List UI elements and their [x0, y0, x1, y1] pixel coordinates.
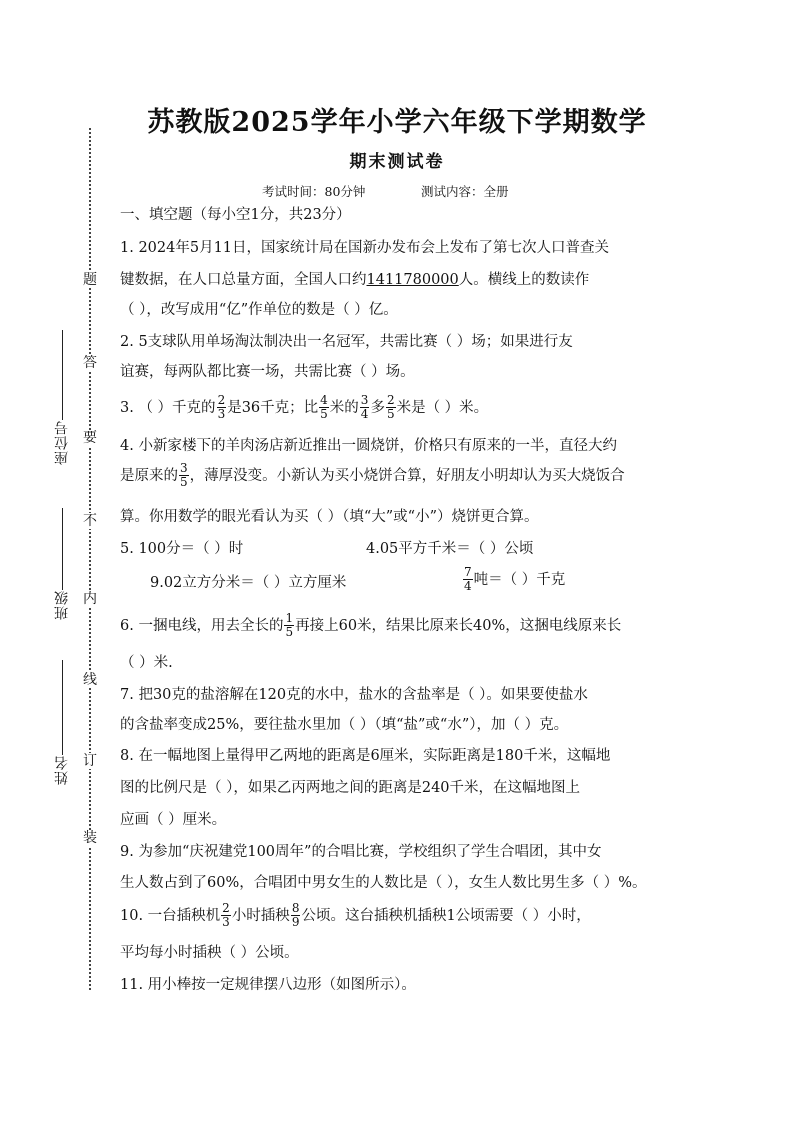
q3-fraction-3 — [360, 394, 370, 421]
class-field — [52, 508, 72, 620]
q8-line1: 8. 在一幅地图上量得甲乙两地的距离是6厘米，实际距离是180千米，这幅地 — [120, 748, 611, 764]
margin-char: 线 — [83, 672, 97, 688]
q8-line2: 图的比例尺是（ ），如果乙丙两地之间的距离是240千米，在这幅地图上 — [120, 780, 581, 796]
fraction-denominator: 3 — [217, 406, 226, 421]
q3-text-b: 是36千克；比 — [227, 400, 319, 416]
q5-part-c: 9.02立方分米＝（ ）立方厘米 — [150, 575, 347, 591]
fraction-numerator: 4 — [320, 392, 328, 407]
name-field — [52, 660, 72, 785]
q10-line1 — [120, 902, 591, 930]
q4-line1: 4. 小新家楼下的羊肉汤店新近推出一圆烧饼，价格只有原来的一半，直径大约 — [120, 438, 617, 454]
q9-line1: 9. 为参加“庆祝建党100周年”的合唱比赛，学校组织了学生合唱团，其中女 — [120, 844, 602, 860]
q4-fraction — [179, 462, 189, 489]
fraction-denominator: 4 — [360, 406, 369, 421]
q4-text-a: 是原来的 — [120, 468, 178, 484]
q3-fraction-2 — [319, 394, 329, 421]
exam-content: 测试内容：全册 — [421, 184, 509, 199]
q10-text-a: 10. 一台插秧机 — [120, 908, 221, 924]
fraction-numerator: 3 — [360, 392, 369, 407]
q10-fraction-2 — [291, 902, 301, 929]
margin-char: 装 — [83, 830, 97, 846]
fraction-numerator: 7 — [464, 564, 472, 579]
q11-line1: 11. 用小棒按一定规律摆八边形（如图所示）。 — [120, 977, 416, 993]
q7-line1: 7. 把30克的盐溶解在120克的水中，盐水的含盐率是（ ）。如果要使盐水 — [120, 687, 588, 703]
exam-subtitle: 期末测试卷 — [349, 152, 445, 172]
fraction-denominator: 9 — [291, 914, 300, 929]
fraction-numerator: 2 — [222, 900, 230, 915]
name-label: 姓名 — [54, 755, 70, 785]
q6-line1 — [120, 612, 621, 640]
q4-line2 — [120, 462, 625, 490]
q6-line2: （ ）米. — [120, 655, 173, 671]
q5-part-d — [462, 566, 565, 594]
q5-fraction — [463, 566, 473, 593]
q5-part-a: 5. 100分＝（ ）时 — [120, 541, 244, 557]
class-line — [62, 508, 63, 590]
q1-line3: （ ），改写成用“亿”作单位的数是（ ）亿。 — [120, 302, 398, 318]
binding-dotted-line — [89, 128, 91, 990]
seat-number-line — [62, 330, 63, 420]
q3-text-a: 3. （ ）千克的 — [120, 400, 216, 416]
q2-line2: 谊赛，每两队都比赛一场，共需比赛（ ）场。 — [120, 364, 415, 380]
fraction-numerator: 1 — [285, 610, 294, 625]
fraction-denominator: 5 — [285, 624, 294, 639]
q6-text-b: 再接上60米，结果比原来长40%，这捆电线原来长 — [295, 618, 622, 634]
margin-char: 题 — [83, 272, 97, 288]
q7-line2: 的含盐率变成25%，要往盐水里加（ ）（填“盐”或“水”），加（ ）克。 — [120, 717, 569, 733]
margin-char: 不 — [83, 513, 97, 529]
margin-char: 内 — [83, 591, 97, 607]
section-heading: 一、填空题（每小空1分，共23分） — [120, 207, 351, 223]
fraction-denominator: 5 — [320, 406, 328, 421]
q3-text-e: 米是（ ）米。 — [396, 400, 489, 416]
q1-number: 1411780000 — [366, 272, 459, 288]
q3-text-d: 多 — [370, 400, 385, 416]
q4-line3: 算。你用数学的眼光看认为买（ ）（填“大”或“小”）烧饼更合算。 — [120, 509, 539, 525]
fraction-denominator: 5 — [180, 474, 188, 489]
q1-text-a: 键数据，在人口总量方面，全国人口约 — [120, 272, 367, 288]
q6-text-a: 6. 一捆电线，用去全长的 — [120, 618, 284, 634]
fraction-numerator: 2 — [386, 392, 395, 407]
q5-text-d: 吨＝（ ）千克 — [473, 572, 566, 588]
exam-time: 考试时间：80分钟 — [262, 184, 366, 199]
class-label: 班级 — [54, 590, 70, 620]
q8-line3: 应画（ ）厘米。 — [120, 812, 227, 828]
margin-char: 答 — [83, 355, 97, 371]
q9-line2: 生人数占到了60%，合唱团中男女生的人数比是（ ），女生人数比男生多（ ）%。 — [120, 875, 647, 891]
q3-line — [120, 394, 488, 422]
margin-char: 要 — [83, 430, 97, 446]
q3-text-c: 米的 — [329, 400, 359, 416]
q4-text-b: ，薄厚没变。小新认为买小烧饼合算，好朋友小明却认为买大烧饭合 — [189, 468, 625, 484]
fraction-denominator: 4 — [464, 578, 472, 593]
seat-number-label: 座位号 — [54, 420, 70, 465]
fraction-numerator: 8 — [291, 900, 300, 915]
q10-fraction-1 — [221, 902, 231, 929]
fraction-denominator: 5 — [386, 406, 395, 421]
fraction-numerator: 3 — [180, 460, 188, 475]
q10-line2: 平均每小时插秧（ ）公顷。 — [120, 945, 299, 961]
q1-line2 — [120, 270, 589, 290]
q3-fraction-4 — [386, 394, 396, 421]
exam-title: 苏教版2025学年小学六年级下学期数学 — [147, 107, 647, 138]
seat-number-field — [52, 330, 72, 465]
q3-fraction-1 — [217, 394, 227, 421]
margin-char: 订 — [83, 753, 97, 769]
q10-text-c: 公顷。这台插秧机插秧1公顷需要（ ）小时， — [301, 908, 591, 924]
exam-meta — [262, 182, 509, 200]
q1-line1: 1. 2024年5月11日，国家统计局在国新办发布会上发布了第七次人口普查关 — [120, 240, 610, 256]
q10-text-b: 小时插秧 — [231, 908, 290, 924]
name-line — [62, 660, 63, 755]
q2-line1: 2. 5支球队用单场淘汰制决出一名冠军，共需比赛（ ）场；如果进行友 — [120, 334, 573, 350]
q6-fraction — [284, 612, 294, 639]
fraction-denominator: 3 — [222, 914, 230, 929]
fraction-numerator: 2 — [217, 392, 226, 407]
q1-text-b: 人。横线上的数读作 — [458, 272, 590, 288]
q5-part-b: 4.05平方千米＝（ ）公顷 — [366, 541, 534, 557]
